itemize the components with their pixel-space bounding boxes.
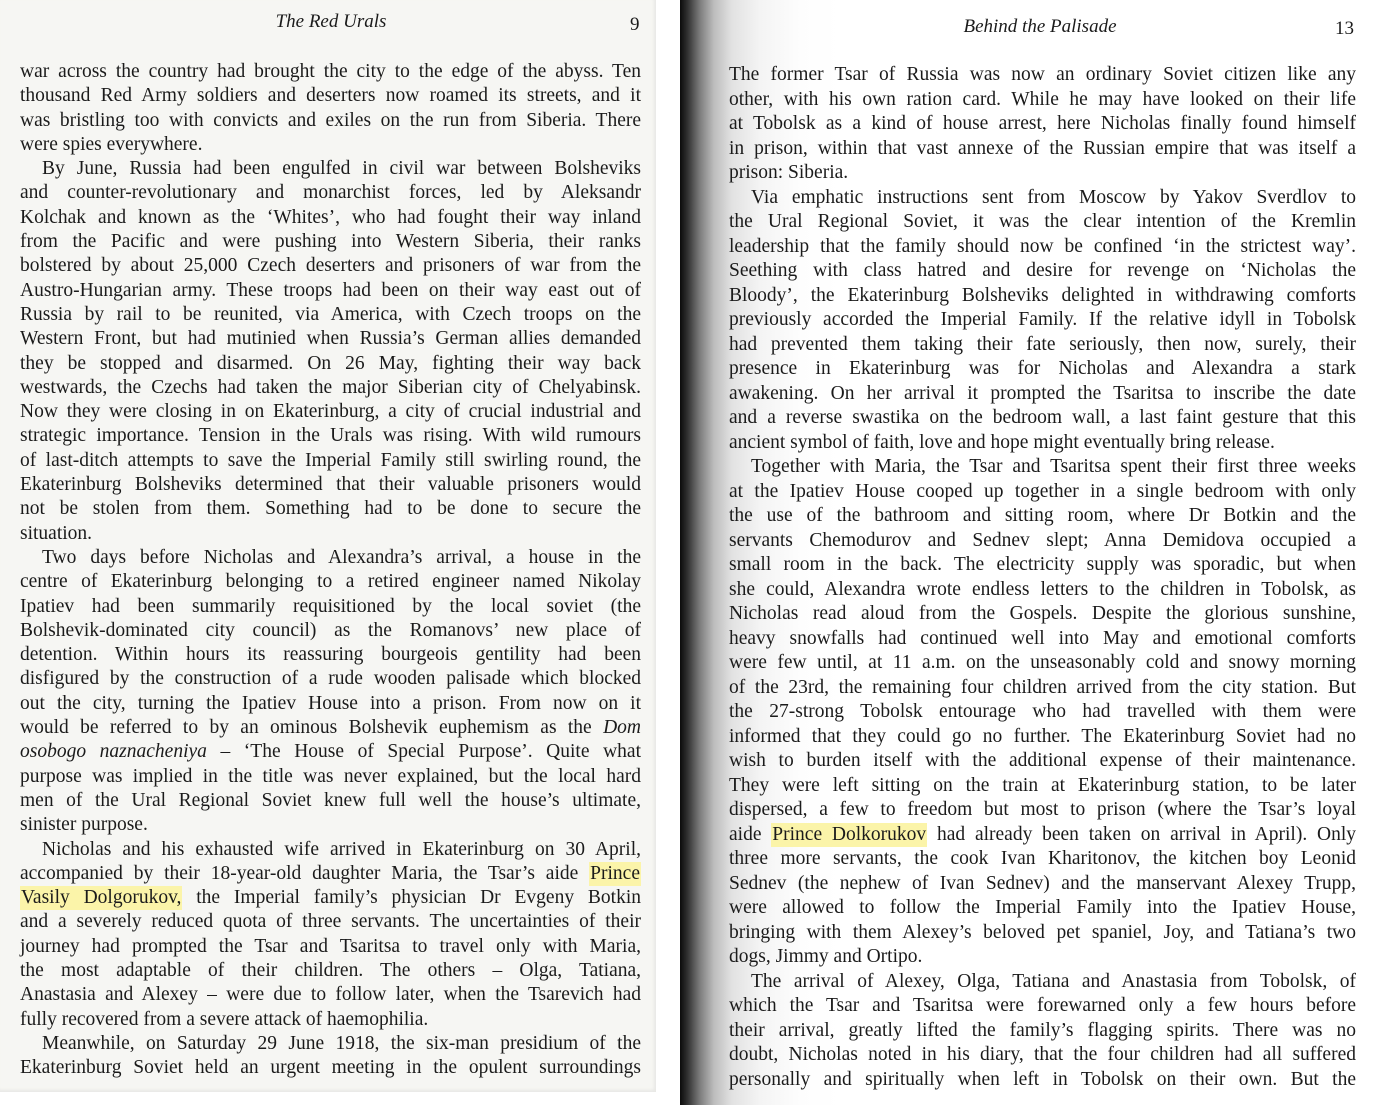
text-segment: would be referred to by an ominous Bolshevik euphemism as the [20, 717, 604, 739]
italic-phrase: Dom [603, 717, 641, 739]
text-line: purpose was implied in the title was never explained, but the local hard [20, 765, 641, 787]
text-line: westwards, the Czechs had taken the major Siberian city of Chelyabinsk. [20, 376, 641, 398]
text-line: Anastasia and Alexey – were due to follow later, when the Tsarevich had [20, 984, 641, 1006]
text-segment: accompanied by their 18-year-old daughter Maria, the Tsar’s aide [20, 862, 590, 884]
text-line: thousand Red Army soldiers and deserters now roamed its streets, and it [20, 85, 641, 107]
text-line: dispersed, a few to freedom but most to prison (where the Tsar’s loyal [729, 799, 1356, 820]
text-line: previously accorded the Imperial Family. If the relative idyll in Tobolsk [729, 309, 1356, 330]
text-line: disfigured by the construction of a rude wooden palisade which blocked [20, 668, 641, 690]
text-line: which the Tsar and Tsaritsa were forewarned only a few hours before [729, 995, 1356, 1016]
text-line: was bristling too with convicts and exiles on the run from Siberia. There [20, 109, 641, 131]
paragraph [729, 970, 1356, 1093]
paragraph [20, 60, 641, 157]
text-line: and a reverse swastika on the bedroom wall, a last faint gesture that this [729, 407, 1356, 428]
text-line [20, 862, 641, 886]
right-book-page [680, 0, 1395, 1105]
text-line: other, with his own ration card. While he may have looked on their life [729, 88, 1356, 110]
text-line: in prison, within that vast annexe of the Russian empire that was itself a [729, 137, 1356, 159]
text-line: she could, Alexandra wrote endless letters to the children in Tobolsk, as [729, 578, 1356, 600]
paragraph [20, 838, 641, 1032]
text-line: They were left sitting on the train at Ekaterinburg station, to be later [729, 774, 1356, 796]
text-line: Russia by rail to be reunited, via America, with Czech troops on the [20, 303, 641, 325]
text-line: journey had prompted the Tsar and Tsaritsa to travel only with Maria, [20, 935, 641, 957]
highlighted-name: Vasily Dolgorukov, [21, 887, 182, 909]
text-line: war across the country had brought the city to the edge of the abyss. Ten [20, 61, 641, 82]
text-line [20, 886, 641, 910]
page-body-text [20, 60, 641, 1080]
text-line: the use of the bathroom and sitting room, where Dr Botkin and the [729, 505, 1356, 526]
text-line: heavy snowfalls had continued well into May and emotional comforts [729, 627, 1356, 649]
text-line: Together with Maria, the Tsar and Tsaritsa spent their first three weeks [751, 456, 1356, 477]
paragraph [729, 455, 1356, 970]
text-line: at Tobolsk as a kind of house arrest, here Nicholas finally found himself [729, 113, 1356, 134]
text-line: Nicholas and his exhausted wife arrived in Ekaterinburg on 30 April, [42, 838, 641, 860]
text-line: of last-ditch attempts to save the Imperial Family still swirling round, the [20, 449, 641, 471]
text-line: the 27-strong Tobolsk entourage who had travelled with them were [729, 701, 1356, 722]
running-head: The Red Urals [275, 11, 387, 32]
text-line: wish to burden itself with the additional expense of their maintenance. [729, 750, 1356, 771]
text-line: men of the Ural Regional Soviet knew full well the house’s ultimate, [20, 789, 641, 811]
text-line: not be stolen from them. Something had to be done to secure the [20, 498, 641, 520]
text-line: Bolshevik-dominated city council) as the Romanovs’ new place of [20, 619, 641, 641]
text-line: Two days before Nicholas and Alexandra’s arrival, a house in the [42, 546, 641, 568]
text-line: bringing with them Alexey’s beloved pet spaniel, Joy, and Tatiana’s two [729, 921, 1356, 943]
text-line: personally and spiritually when left in Tobolsk on their own. But the [729, 1068, 1356, 1090]
text-line: doubt, Nicholas noted in his diary, that the four children had all suffered [729, 1044, 1356, 1065]
text-line: awakening. On her arrival it prompted the Tsaritsa to inscribe the date [729, 382, 1356, 404]
text-line: leadership that the family should now be confined ‘in the strictest way’. [729, 235, 1356, 257]
text-line: Western Front, but had mutinied when Russia’s German allies demanded [20, 328, 641, 350]
text-line: detention. Within hours its reassuring bourgeois gentility had been [20, 644, 641, 666]
text-line: Bloody’, the Ekaterinburg Bolsheviks delighted in withdrawing comforts [729, 284, 1356, 306]
highlighted-name: Prince Dolkorukov [772, 823, 927, 845]
paragraph [729, 63, 1356, 186]
text-line: Meanwhile, on Saturday 29 June 1918, the six-man presidium of the [42, 1032, 641, 1054]
text-line: servants Chemodurov and Sednev slept; Anna Demidova occupied a [729, 529, 1356, 551]
text-line: strategic importance. Tension in the Urals was rising. With wild rumours [20, 425, 641, 447]
highlighted-name: Prince [590, 862, 640, 884]
text-line: their arrival, greatly lifted the family’s flagging spirits. There was no [729, 1019, 1356, 1041]
text-line: out the city, turning the Ipatiev House into a prison. From now on it [20, 692, 641, 714]
page-number: 9 [630, 14, 640, 35]
text-line: fully recovered from a severe attack of haemophilia. [20, 1008, 429, 1030]
text-line: Kolchak and known as the ‘Whites’, who had fought their way inland [20, 206, 641, 228]
text-segment: had already been taken on arrival in April). Only [927, 823, 1357, 845]
text-line: sinister purpose. [20, 814, 148, 836]
text-line: of the 23rd, the remaining four children arrived from the city station. But [729, 676, 1356, 698]
text-line [20, 740, 641, 764]
text-line: ancient symbol of faith, love and hope might eventually bring release. [729, 431, 1275, 453]
text-line: the most adaptable of their children. The others – Olga, Tatiana, [20, 959, 641, 981]
text-line: Ekaterinburg Soviet held an urgent meeting in the opulent surroundings [20, 1057, 641, 1079]
text-line: were spies everywhere. [20, 133, 203, 155]
text-line: Sednev (the nephew of Ivan Sednev) and the manservant Alexey Trupp, [729, 872, 1356, 894]
text-line: the Ural Regional Soviet, it was the clear intention of the Kremlin [729, 211, 1356, 232]
text-segment: the Imperial family’s physician Dr Evgeny Botkin [182, 887, 641, 909]
text-line: Via emphatic instructions sent from Moscow by Yakov Sverdlov to [751, 186, 1356, 208]
paragraph [20, 157, 641, 546]
text-line: By June, Russia had been engulfed in civil war between Bolsheviks [42, 158, 641, 180]
text-line: dogs, Jimmy and Ortipo. [729, 946, 923, 967]
text-line: The former Tsar of Russia was now an ordinary Soviet citizen like any [729, 64, 1356, 85]
text-line: The arrival of Alexey, Olga, Tatiana and Anastasia from Tobolsk, of [751, 970, 1356, 992]
text-line: Now they were closing in on Ekaterinburg, a city of crucial industrial and [20, 401, 641, 423]
text-line: prison: Siberia. [729, 162, 849, 183]
text-line: and counter-revolutionary and monarchist forces, led by Aleksandr [20, 182, 641, 204]
text-line [20, 716, 641, 740]
text-line [729, 823, 1356, 848]
page-number: 13 [1335, 18, 1354, 39]
paragraph [729, 186, 1356, 456]
running-head: Behind the Palisade [963, 16, 1117, 37]
text-line: Seething with class hatred and desire for revenge on ‘Nicholas the [729, 260, 1356, 281]
text-line: three more servants, the cook Ivan Kharitonov, the kitchen boy Leonid [729, 848, 1356, 869]
text-line: had prevented them taking their fate seriously, then now, surely, their [729, 333, 1356, 355]
text-line: Nicholas read aloud from the Gospels. Despite the glorious sunshine, [729, 603, 1356, 624]
text-line: Ipatiev had been summarily requisitioned by the local soviet (the [20, 595, 641, 617]
text-line: informed that they could go no further. The Ekaterinburg Soviet had no [729, 725, 1356, 747]
text-line: Austro-Hungarian army. These troops had been on their way east out of [20, 279, 641, 301]
text-line: Ekaterinburg Bolsheviks determined that their valuable prisoners would [20, 474, 641, 496]
text-line: were few until, at 11 a.m. on the unseasonably cold and snowy morning [729, 652, 1356, 673]
text-line: were allowed to follow the Imperial Family into the Ipatiev House, [729, 897, 1356, 918]
italic-phrase: osobogo naznacheniya [20, 741, 207, 763]
text-line: from the Pacific and were pushing into Western Siberia, their ranks [20, 231, 641, 253]
text-line: centre of Ekaterinburg belonging to a retired engineer named Nikolay [20, 571, 641, 593]
text-line: at the Ipatiev House cooped up together in a single bedroom with only [729, 480, 1356, 502]
left-book-page [0, 0, 656, 1092]
text-line: they be stopped and disarmed. On 26 May, fighting their way back [20, 352, 641, 374]
text-line: presence in Ekaterinburg was for Nicholas and Alexandra a stark [729, 358, 1356, 379]
paragraph [20, 1032, 641, 1081]
text-segment: – ‘The House of Special Purpose’. Quite what [206, 741, 641, 763]
text-line: small room in the back. The electricity supply was sporadic, but when [729, 554, 1356, 575]
text-line: situation. [20, 522, 93, 544]
text-segment: aide [729, 823, 772, 845]
text-line: bolstered by about 25,000 Czech deserters and prisoners of war from the [20, 255, 641, 277]
page-body-text [729, 63, 1356, 1092]
text-line: and a severely reduced quota of three servants. The uncertainties of their [20, 911, 641, 933]
paragraph [20, 546, 641, 838]
